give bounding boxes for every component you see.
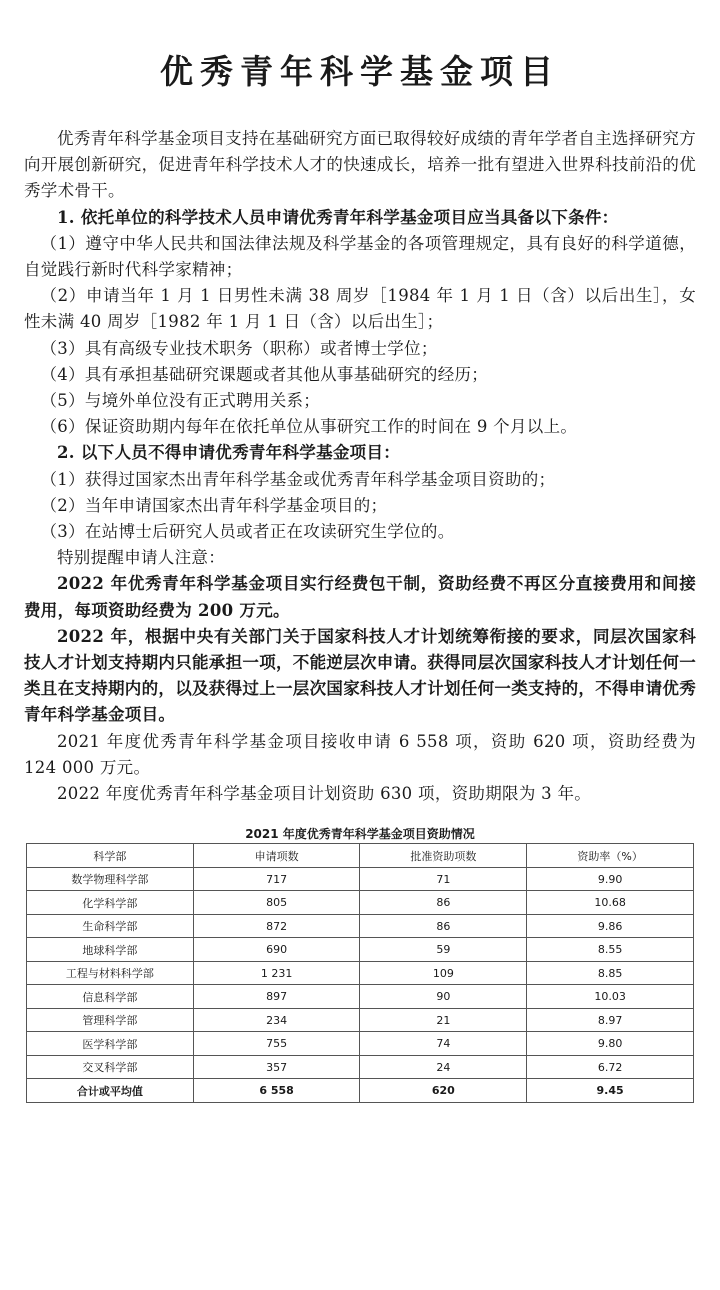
table-row [27, 1032, 694, 1056]
table-cell: 1 231 [193, 961, 360, 985]
table-cell: 交叉科学部 [27, 1055, 194, 1079]
table-cell: 6 558 [193, 1079, 360, 1103]
table-cell: 8.55 [527, 938, 694, 962]
table-cell: 信息科学部 [27, 985, 194, 1009]
stats-2021-paragraph: 2021 年度优秀青年科学基金项目接收申请 6 558 项，资助 620 项，资助经费为 124 000 万元。 [24, 731, 696, 777]
table-cell: 医学科学部 [27, 1032, 194, 1056]
section1-heading: 1. 依托单位的科学技术人员申请优秀青年科学基金项目应当具备以下条件： [57, 207, 619, 227]
funding-table [26, 843, 694, 1103]
table-row [27, 891, 694, 915]
section1-item: （5）与境外单位没有正式聘用关系； [40, 391, 321, 411]
table-row [27, 1055, 694, 1079]
column-header: 申请项数 [193, 844, 360, 868]
intro-paragraph: 优秀青年科学基金项目支持在基础研究方面已取得较好成绩的青年学者自主选择研究方向开展创新研究，促进青年科学技术人才的快速成长，培养一批有望进入世界科技前沿的优秀学术骨干。 [24, 129, 696, 201]
article-body [24, 126, 696, 807]
table-cell: 71 [360, 867, 527, 891]
table-caption: 2021 年度优秀青年科学基金项目资助情况 [245, 827, 475, 842]
table-cell: 24 [360, 1055, 527, 1079]
table-cell: 357 [193, 1055, 360, 1079]
section1-item: （2）申请当年 1 月 1 日男性未满 38 周岁［1984 年 1 月 1 日（含）以后出生］，女性未满 40 周岁［1982 年 1 月 1 日（含）以后出生］； [24, 286, 696, 332]
section1-item: （4）具有承担基础研究课题或者其他从事基础研究的经历； [40, 364, 489, 384]
table-cell: 872 [193, 914, 360, 938]
table-row [27, 867, 694, 891]
table-cell: 620 [360, 1079, 527, 1103]
table-cell: 9.80 [527, 1032, 694, 1056]
table-cell: 8.85 [527, 961, 694, 985]
section2-heading: 2. 以下人员不得申请优秀青年科学基金项目： [57, 443, 401, 463]
table-cell: 897 [193, 985, 360, 1009]
notice-talent-plan: 2022 年，根据中央有关部门关于国家科技人才计划统筹衔接的要求，同层次国家科技人才计划支持期内只能承担一项，不能逆层次申请。获得同层次国家科技人才计划任何一类且在支持期内的，以及获得过上一层次国家科技人才计划任何一类支持的，不得申请优秀青年科学基金项目。 [24, 626, 696, 725]
table-cell: 工程与材料科学部 [27, 961, 194, 985]
table-cell: 90 [360, 985, 527, 1009]
section1-item: （1）遵守中华人民共和国法律法规及科学基金的各项管理规定，具有良好的科学道德，自觉践行新时代科学家精神； [24, 233, 696, 280]
column-header: 资助率（%） [527, 844, 694, 868]
table-cell: 管理科学部 [27, 1008, 194, 1032]
notice-label: 特别提醒申请人注意： [57, 548, 225, 568]
table-cell: 59 [360, 938, 527, 962]
section2-item: （3）在站博士后研究人员或者正在攻读研究生学位的。 [40, 522, 455, 542]
table-cell: 9.45 [527, 1079, 694, 1103]
table-cell: 755 [193, 1032, 360, 1056]
table-cell: 合计或平均值 [27, 1079, 194, 1103]
table-cell: 690 [193, 938, 360, 962]
table-cell: 6.72 [527, 1055, 694, 1079]
table-cell: 109 [360, 961, 527, 985]
column-header: 科学部 [27, 844, 194, 868]
section2-item: （2）当年申请国家杰出青年科学基金项目的； [40, 495, 388, 515]
table-cell: 生命科学部 [27, 914, 194, 938]
table-cell: 21 [360, 1008, 527, 1032]
table-cell: 化学科学部 [27, 891, 194, 915]
section1-item: （6）保证资助期内每年在依托单位从事研究工作的时间在 9 个月以上。 [40, 417, 578, 437]
table-row [27, 961, 694, 985]
table-cell: 74 [360, 1032, 527, 1056]
section1-item: （3）具有高级专业技术职务（职称）或者博士学位； [40, 338, 438, 358]
table-cell: 234 [193, 1008, 360, 1032]
table-row [27, 914, 694, 938]
page-title: 优秀青年科学基金项目 [160, 52, 560, 91]
table-cell: 717 [193, 867, 360, 891]
table-cell: 10.03 [527, 985, 694, 1009]
column-header: 批准资助项数 [360, 844, 527, 868]
table-row [27, 1008, 694, 1032]
table-cell: 8.97 [527, 1008, 694, 1032]
table-cell: 805 [193, 891, 360, 915]
table-cell: 86 [360, 891, 527, 915]
table-cell: 地球科学部 [27, 938, 194, 962]
table-header-row [27, 844, 694, 868]
table-total-row [27, 1079, 694, 1103]
table-cell: 数学物理科学部 [27, 867, 194, 891]
table-row [27, 985, 694, 1009]
table-cell: 10.68 [527, 891, 694, 915]
section2-item: （1）获得过国家杰出青年科学基金或优秀青年科学基金项目资助的； [40, 469, 556, 489]
table-row [27, 938, 694, 962]
table-cell: 86 [360, 914, 527, 938]
table-cell: 9.90 [527, 867, 694, 891]
plan-2022-paragraph: 2022 年度优秀青年科学基金项目计划资助 630 项，资助期限为 3 年。 [57, 784, 592, 804]
notice-funding: 2022 年优秀青年科学基金项目实行经费包干制，资助经费不再区分直接费用和间接费用，每项资助经费为 200 万元。 [24, 574, 696, 620]
table-cell: 9.86 [527, 914, 694, 938]
